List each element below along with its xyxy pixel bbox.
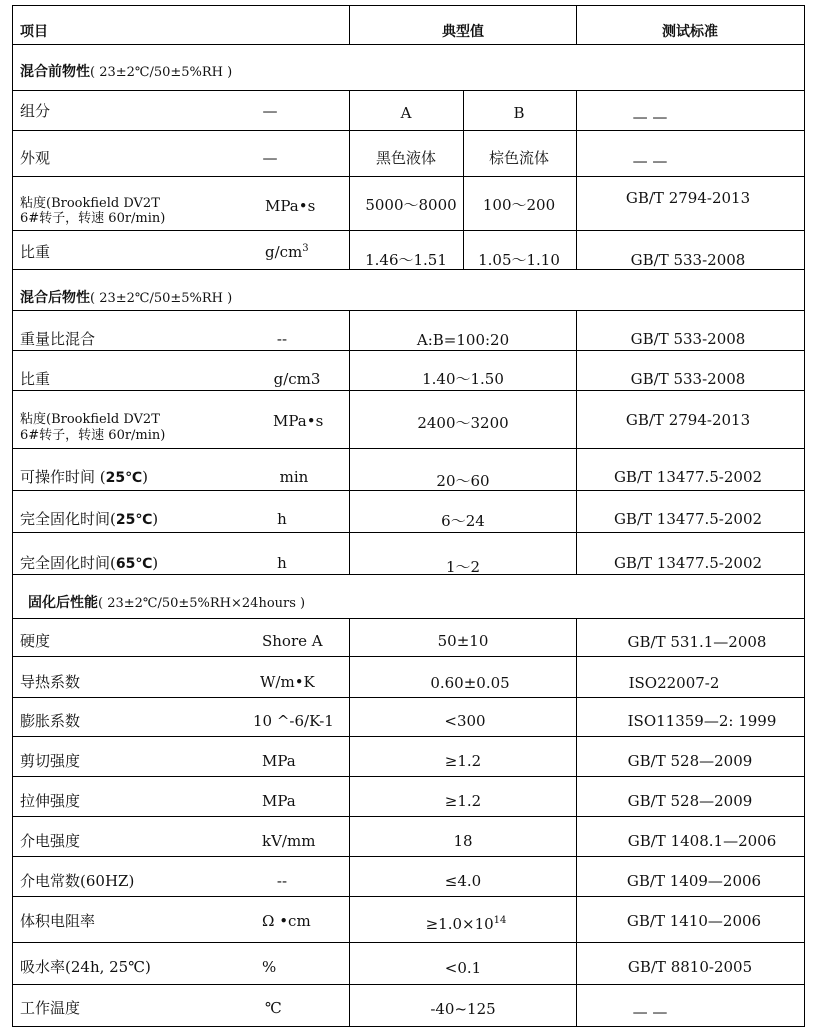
test-standard: GB/T 533-2008 (630, 370, 746, 388)
prop-name: 可操作时间 (25℃) (20, 468, 148, 486)
prop-name: 外观 (20, 149, 51, 167)
prop-name: 比重 (20, 370, 51, 388)
prop-unit: kV/mm (262, 832, 316, 850)
value-b: 棕色流体 (488, 149, 550, 167)
prop-name: 完全固化时间(25℃) (20, 510, 159, 528)
value: 1～2 (445, 558, 481, 576)
prop-name: 介电常数(60HZ) (20, 872, 135, 890)
value: 1.40～1.50 (422, 370, 504, 388)
prop-name: 膨胀系数 (20, 712, 81, 730)
prop-unit: Shore A (262, 632, 323, 650)
value: $\ge 1.0\times 10^{14}$ (425, 915, 507, 933)
prop-unit: % (262, 958, 277, 976)
prop-unit: — (262, 102, 278, 120)
value-b: 1.05～1.10 (478, 251, 560, 269)
test-standard: ISO22007-2 (628, 674, 720, 692)
test-standard: — — (632, 152, 668, 170)
prop-name-line1: 粘度(Brookfield DV2T (20, 412, 160, 427)
header-item: 项目 (20, 24, 48, 40)
value-a: A (400, 104, 412, 122)
test-standard: GB/T 1408.1—2006 (627, 832, 777, 850)
test-standard: GB/T 528—2009 (627, 752, 753, 770)
prop-unit: MPa (262, 752, 296, 770)
header-typical: 典型值 (442, 24, 484, 40)
test-standard: GB/T 1409—2006 (626, 872, 762, 890)
prop-name: 硬度 (20, 632, 51, 650)
section-title-pre-mix: 混合前物性( 23±2℃/50±5%RH ) (20, 64, 233, 80)
prop-name: 重量比混合 (20, 330, 96, 348)
prop-name: 吸水率(24h, 25℃) (20, 958, 151, 976)
section-title-post-mix: 混合后物性( 23±2℃/50±5%RH ) (20, 290, 233, 306)
prop-name: 体积电阻率 (20, 912, 96, 930)
value-a: 1.46～1.51 (365, 251, 447, 269)
value: <300 (444, 712, 486, 730)
prop-name-line1: 粘度(Brookfield DV2T (20, 196, 160, 211)
header-standard: 测试标准 (662, 24, 718, 40)
value: 18 (453, 832, 473, 850)
test-standard: GB/T 2794-2013 (625, 411, 751, 429)
prop-unit: ℃ (265, 999, 282, 1017)
test-standard: — — (632, 1003, 668, 1021)
prop-unit: h (277, 554, 287, 572)
prop-unit: min (279, 468, 309, 486)
value: A:B=100:20 (416, 331, 510, 349)
value: 6～24 (441, 512, 485, 530)
value-b: B (513, 104, 525, 122)
value-a: 黑色液体 (375, 149, 437, 167)
value: ≥1.2 (444, 792, 482, 810)
value: 0.60±0.05 (430, 674, 510, 692)
value: <0.1 (444, 959, 482, 977)
prop-unit: MPa•s (273, 412, 324, 430)
prop-unit: h (277, 510, 287, 528)
value: -40~125 (430, 1000, 496, 1018)
prop-unit: Ω •cm (262, 912, 311, 930)
prop-unit: 10 ^-6/K-1 (253, 712, 334, 730)
test-standard: GB/T 533-2008 (630, 330, 746, 348)
prop-name: 介电强度 (20, 832, 81, 850)
prop-unit: MPa (262, 792, 296, 810)
value: 2400～3200 (417, 414, 509, 432)
prop-unit: g/cm3 (273, 370, 321, 388)
prop-name: 导热系数 (20, 673, 81, 691)
prop-name-line2: 6#转子，转速 60r/min) (20, 428, 166, 443)
test-standard: — — (632, 108, 668, 126)
value-b: 100～200 (482, 196, 556, 214)
prop-name: 完全固化时间(65℃) (20, 554, 159, 572)
value: 20～60 (436, 472, 490, 490)
section-title-cured: 固化后性能( 23±2℃/50±5%RH×24hours ) (28, 595, 306, 611)
test-standard: GB/T 531.1—2008 (627, 633, 767, 651)
prop-unit: -- (276, 872, 288, 890)
prop-name: 组分 (20, 102, 51, 120)
test-standard: GB/T 13477.5-2002 (613, 468, 763, 486)
test-standard: GB/T 528—2009 (627, 792, 753, 810)
prop-unit: — (262, 149, 278, 167)
prop-unit: MPa•s (265, 197, 316, 215)
test-standard: GB/T 1410—2006 (626, 912, 762, 930)
test-standard: ISO11359—2: 1999 (627, 712, 777, 730)
value: ≥1.2 (444, 752, 482, 770)
value: 50±10 (437, 632, 489, 650)
prop-name: 比重 (20, 243, 51, 261)
prop-name: 工作温度 (20, 999, 81, 1017)
prop-unit: W/m•K (260, 673, 315, 691)
test-standard: GB/T 8810-2005 (627, 958, 753, 976)
prop-unit: -- (276, 330, 288, 348)
test-standard: GB/T 533-2008 (630, 251, 746, 269)
prop-unit: $g/cm^3$ (265, 243, 309, 261)
prop-name: 剪切强度 (20, 752, 81, 770)
test-standard: GB/T 2794-2013 (625, 189, 751, 207)
test-standard: GB/T 13477.5-2002 (613, 554, 763, 572)
test-standard: GB/T 13477.5-2002 (613, 510, 763, 528)
value: ≤4.0 (444, 872, 482, 890)
prop-name: 拉伸强度 (20, 792, 81, 810)
prop-name-line2: 6#转子，转速 60r/min) (20, 211, 166, 226)
value-a: 5000～8000 (365, 196, 457, 214)
